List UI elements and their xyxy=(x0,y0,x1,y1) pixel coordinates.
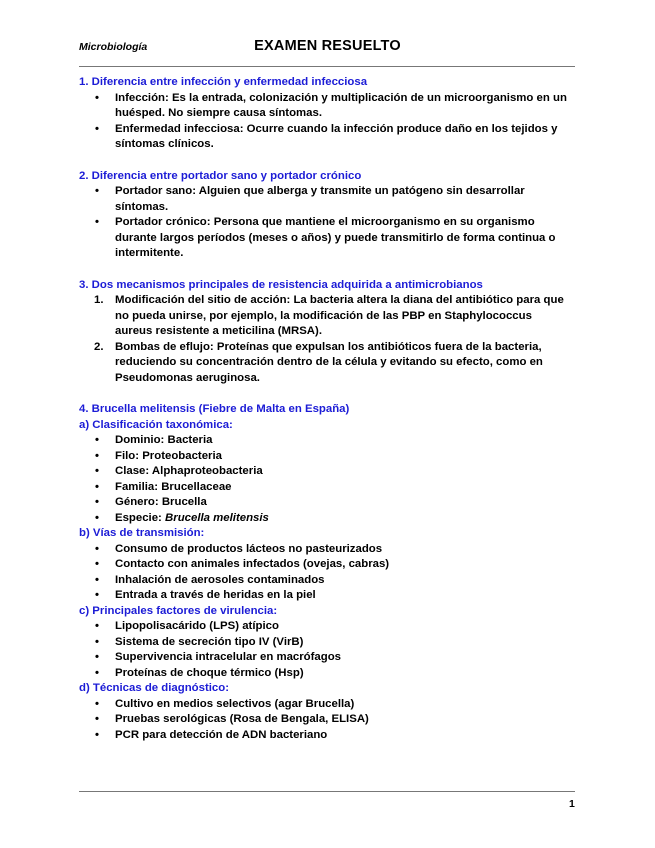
section-3-list xyxy=(79,293,579,386)
section-3-heading: 3. Dos mecanismos principales de resistencia adquirida a antimicrobianos xyxy=(79,278,483,291)
list-item: • Contacto con animales infectados (ovejas, cabras) xyxy=(79,557,579,573)
list-item: • Filo: Proteobacteria xyxy=(79,449,579,465)
list-item: • Portador sano: Alguien que alberga y transmite un patógeno sin desarrollar síntomas. xyxy=(79,184,579,215)
list-item-text: Bombas de eflujo: Proteínas que expulsan los antibióticos fuera de la bacteria, reduciendo su concentración dentro de la célula y evitando su efecto, como en Pseudomonas aeruginosa. xyxy=(115,340,543,384)
list-item: • Sistema de secreción tipo IV (VirB) xyxy=(79,635,579,651)
footer-divider xyxy=(79,791,575,792)
list-item: • PCR para detección de ADN bacteriano xyxy=(79,728,579,744)
list-item: • Familia: Brucellaceae xyxy=(79,480,579,496)
header-divider xyxy=(79,66,575,67)
subsection-a-list xyxy=(79,433,579,526)
document-body xyxy=(79,75,579,743)
list-item xyxy=(79,293,579,340)
section-1-list xyxy=(79,91,579,153)
list-item: • Lipopolisacárido (LPS) atípico xyxy=(79,619,579,635)
list-item: • Enfermedad infecciosa: Ocurre cuando la infección produce daño en los tejidos y síntomas clínicos. xyxy=(79,122,579,153)
subsection-c-heading: c) Principales factores de virulencia: xyxy=(79,604,278,617)
subsection-a-heading: a) Clasificación taxonómica: xyxy=(79,418,233,431)
list-item: • Pruebas serológicas (Rosa de Bengala, ELISA) xyxy=(79,712,579,728)
species-label: Especie: xyxy=(115,511,166,524)
list-item: • Portador crónico: Persona que mantiene el microorganismo en su organismo durante largos períodos (meses o años) y puede transmitirlo de forma continua o intermitente. xyxy=(79,215,579,262)
list-item: • Clase: Alphaproteobacteria xyxy=(79,464,579,480)
list-item: • Género: Brucella xyxy=(79,495,579,511)
list-item: • Proteínas de choque térmico (Hsp) xyxy=(79,666,579,682)
list-item: • Entrada a través de heridas en la piel xyxy=(79,588,579,604)
list-item: • Cultivo en medios selectivos (agar Brucella) xyxy=(79,697,579,713)
list-item: • Supervivencia intracelular en macrófagos xyxy=(79,650,579,666)
list-item: • Consumo de productos lácteos no pasteurizados xyxy=(79,542,579,558)
section-2-list xyxy=(79,184,579,262)
subsection-d-list xyxy=(79,697,579,744)
list-number: 1. xyxy=(94,294,104,306)
subsection-b-heading: b) Vías de transmisión: xyxy=(79,527,205,539)
subsection-c-list xyxy=(79,619,579,681)
list-item xyxy=(79,340,579,387)
header-subject: Microbiología xyxy=(79,41,148,53)
subsection-b-list xyxy=(79,542,579,604)
subsection-d-heading: d) Técnicas de diagnóstico: xyxy=(79,682,230,694)
list-item: • Infección: Es la entrada, colonización y multiplicación de un microorganismo en un huésped. No siempre causa síntomas. xyxy=(79,91,579,122)
species-name: Brucella melitensis xyxy=(165,511,269,524)
page-title: EXAMEN RESUELTO xyxy=(254,38,401,54)
list-item xyxy=(79,511,579,527)
list-item: • Dominio: Bacteria xyxy=(79,433,579,449)
list-item: • Inhalación de aerosoles contaminados xyxy=(79,573,579,589)
section-4-heading: 4. Brucella melitensis (Fiebre de Malta en España) xyxy=(79,403,350,415)
section-1-heading: 1. Diferencia entre infección y enfermedad infecciosa xyxy=(79,76,368,88)
list-number: 2. xyxy=(94,340,104,353)
list-item-text: Modificación del sitio de acción: La bacteria altera la diana del antibiótico para que no pueda unirse, por ejemplo, la modificación de las PBP en Staphylococcus aureus resistente a meticilina (MRSA). xyxy=(115,294,564,337)
section-2-heading: 2. Diferencia entre portador sano y portador crónico xyxy=(79,169,362,182)
page-number: 1 xyxy=(569,798,575,810)
